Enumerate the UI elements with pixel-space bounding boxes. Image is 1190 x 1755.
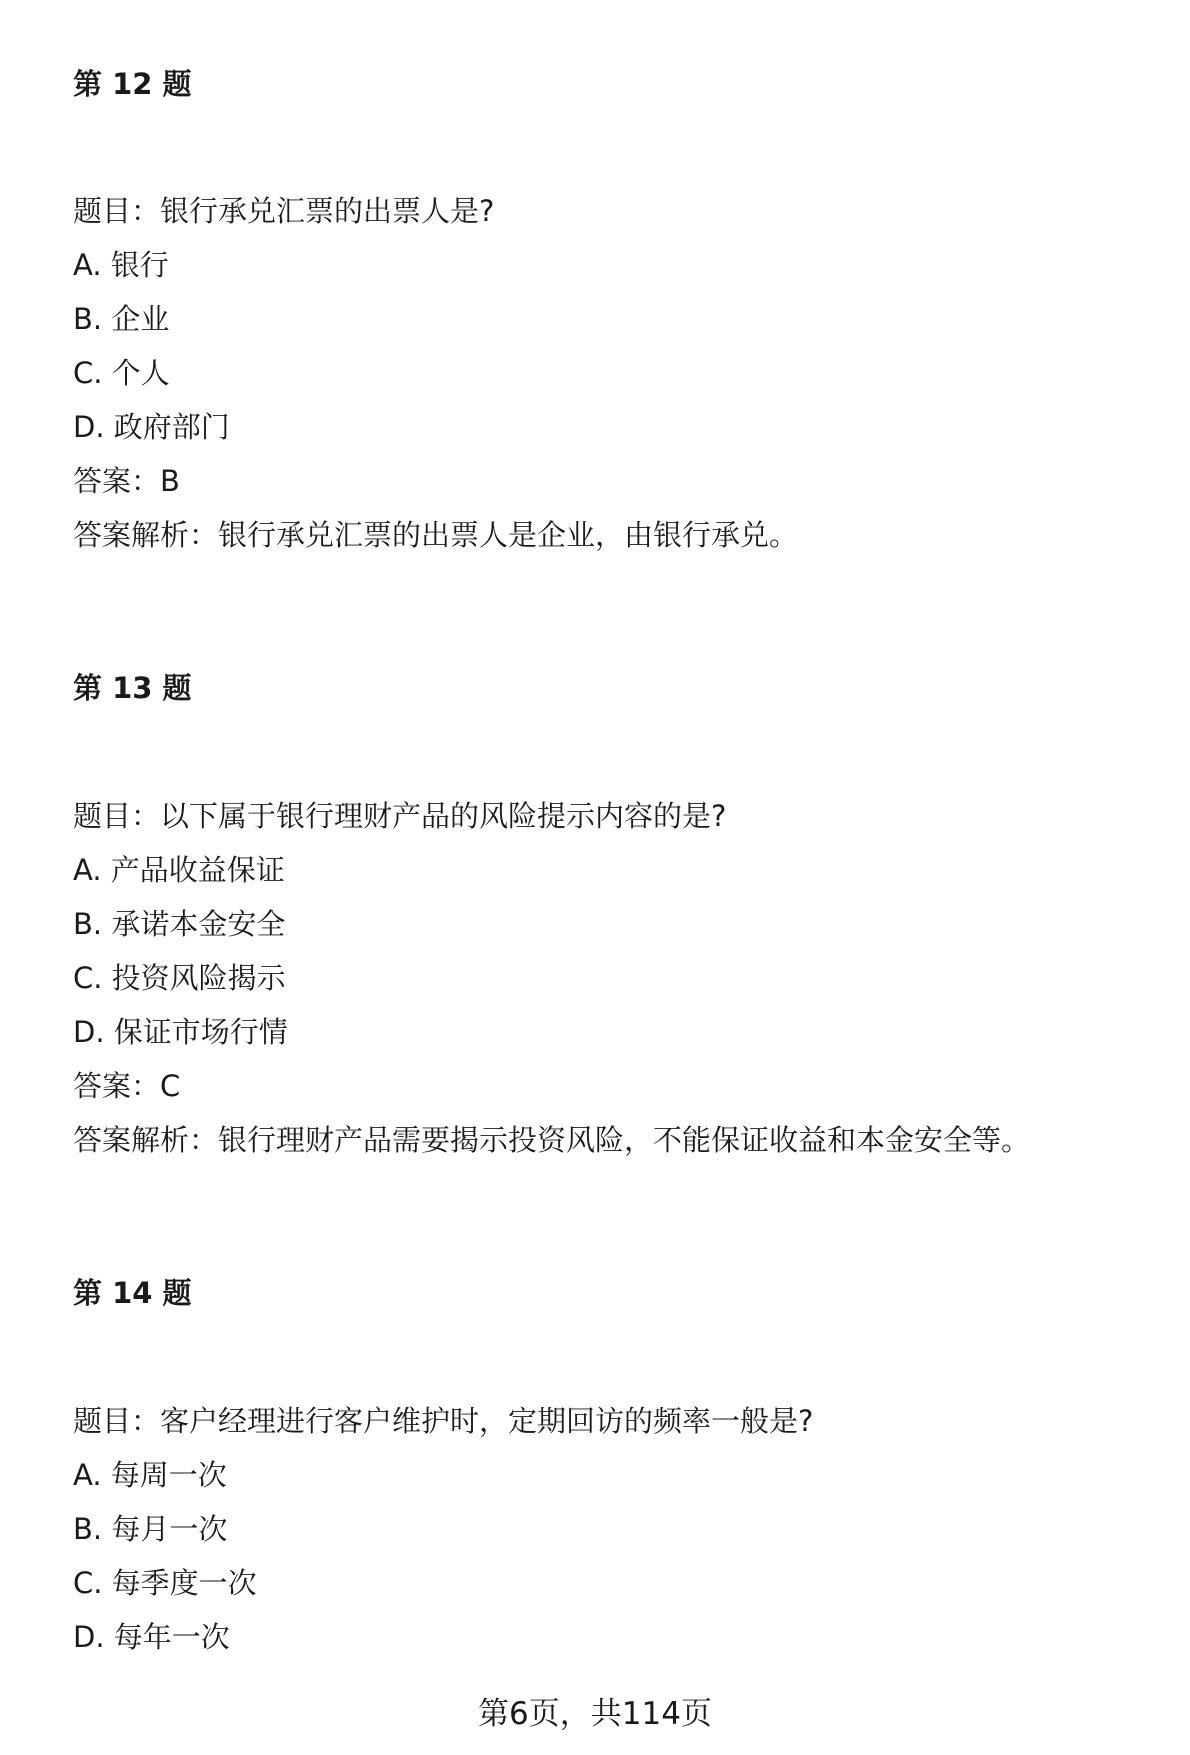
option-a: A. 产品收益保证 (73, 853, 285, 887)
question-heading: 第 12 题 (73, 67, 192, 101)
page-number-footer: 第6页，共114页 (478, 1696, 712, 1732)
question-heading: 第 14 题 (73, 1276, 192, 1310)
option-a: A. 银行 (73, 248, 169, 282)
question-text: 题目：客户经理进行客户维护时，定期回访的频率一般是? (73, 1404, 814, 1438)
option-b: B. 每月一次 (73, 1512, 228, 1546)
question-text: 题目：以下属于银行理财产品的风险提示内容的是? (73, 799, 727, 833)
answer-analysis: 答案解析：银行承兑汇票的出票人是企业，由银行承兑。 (73, 518, 799, 552)
option-a: A. 每周一次 (73, 1458, 227, 1492)
answer: 答案：C (73, 1069, 181, 1103)
option-c: C. 个人 (73, 356, 170, 390)
option-b: B. 企业 (73, 302, 170, 336)
option-c: C. 每季度一次 (73, 1566, 257, 1600)
question-text: 题目：银行承兑汇票的出票人是? (73, 194, 495, 228)
option-b: B. 承诺本金安全 (73, 907, 286, 941)
option-c: C. 投资风险揭示 (73, 961, 286, 995)
option-d: D. 政府部门 (73, 410, 230, 444)
question-heading: 第 13 题 (73, 671, 192, 705)
answer: 答案：B (73, 464, 180, 498)
answer-analysis: 答案解析：银行理财产品需要揭示投资风险，不能保证收益和本金安全等。 (73, 1123, 1031, 1157)
option-d: D. 保证市场行情 (73, 1015, 288, 1049)
option-d: D. 每年一次 (73, 1620, 230, 1654)
